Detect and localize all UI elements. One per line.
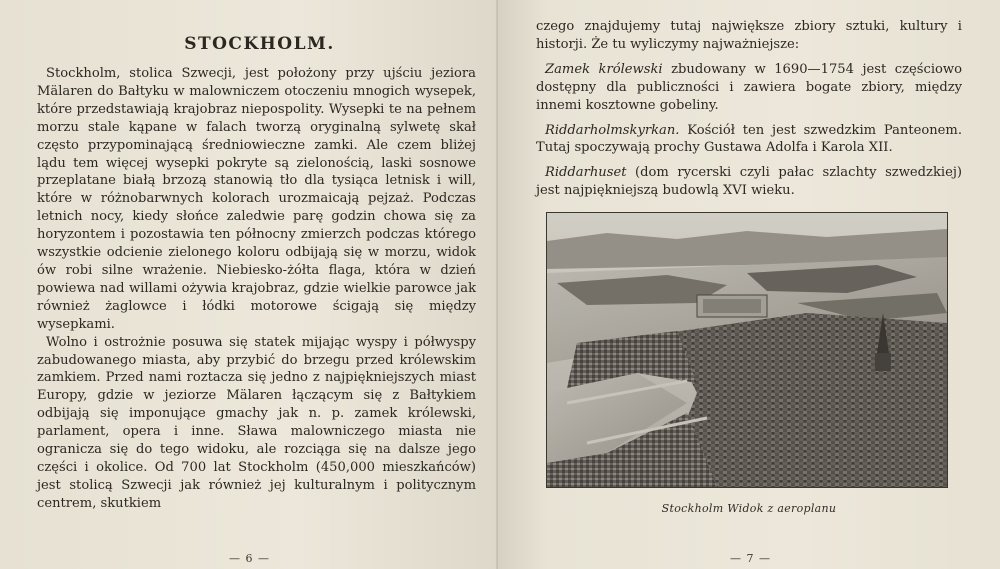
photo-caption: Stockholm Widok z aeroplanu xyxy=(661,502,837,516)
entry-text: zbudowany w 1690—1754 jest częściowo dostępny dla publiczności i zawiera bogate zbiory, między innemi kosztowne gobeliny. xyxy=(536,61,962,113)
page-number-left: — 6 — xyxy=(229,552,270,565)
aerial-photo-illustration xyxy=(547,213,947,487)
paragraph-2: Wolno i ostrożnie posuwa się statek mijając wyspy i półwyspy zabudowanego miasta, aby przybić do brzegu przed królewskim zamkiem. Przed nami roztacza się jedno z najpiękniejszych miast Europy, gdzie w jeziorze Mälaren łączącym się z Bałtykiem odbijają się imponujące gmachy jak n. p. zamek królewski, parlament, opera i inne. Sława malowniczego miasta nie ogranicza się do tego widoku, ale rozciąga się na dalsze jego części i okolice. Od 700 lat Stockholm (450,000 mieszkańców) jest stolicą Szwecji jak również jej kulturalnym i politycznym centrem, skutkiem xyxy=(37,334,476,511)
intro-paragraph: czego znajdujemy tutaj największe zbiory sztuki, kultury i historji. Że tu wyliczymy najważniejsze: xyxy=(536,19,962,52)
aerial-photo xyxy=(546,212,948,488)
entry-name: Riddarhuset xyxy=(545,165,627,181)
paragraph-1: Stockholm, stolica Szwecji, jest położony przy ujściu jeziora Mälaren do Bałtyku w malowniczem otoczeniu mnogich wysepek, które przedstawiają krajobraz niepospolity. Wysepki te na pełnem morzu stale kąpane w falach tworzą oryginalną sylwetę skał często przypominającą średniowieczne zamki. Ale czem bliżej lądu tem więcej wysepki pokryte są zielonością, laski sosnowe przeplatane białą brzozą stanowią tło dla tysiąca letnisk i will, które w różnobarwnych kolorach urozmaicają pejzaż. Podczas letnich nocy, kiedy słońce zaledwie parę godzin chowa się za horyzontem i pozostawia ten północny zmierzch podczas którego wszystkie odcienie zielonego koloru odbijają się w morzu, widok ów robi silne wrażenie. Niebiesko-żółta flaga, która w dzień powiewa nad willami ożywia krajobraz, gdzie wielkie parowce jak również żaglowce i łódki motorowe ścigają się między wysepkami. xyxy=(37,66,476,332)
page-title: STOCKHOLM. xyxy=(184,34,335,54)
entry-riddarholmskyrkan xyxy=(536,122,962,158)
entry-zamek-krolewski xyxy=(536,61,962,115)
entry-name: Riddarholmskyrkan. xyxy=(545,122,680,138)
page-number-right: — 7 — xyxy=(730,552,771,565)
right-page xyxy=(498,0,1000,569)
entry-text: Kościół ten jest szwedzkim Panteonem. Tutaj spoczywają prochy Gustawa Adolfa i Karola XII. xyxy=(536,122,962,156)
entry-riddarhuset xyxy=(536,164,962,200)
entry-text: (dom rycerski czyli pałac szlachty szwedzkiej) jest najpiękniejszą budowlą XVI wieku. xyxy=(536,165,962,199)
entry-name: Zamek królewski xyxy=(545,61,663,77)
left-page xyxy=(0,0,498,569)
